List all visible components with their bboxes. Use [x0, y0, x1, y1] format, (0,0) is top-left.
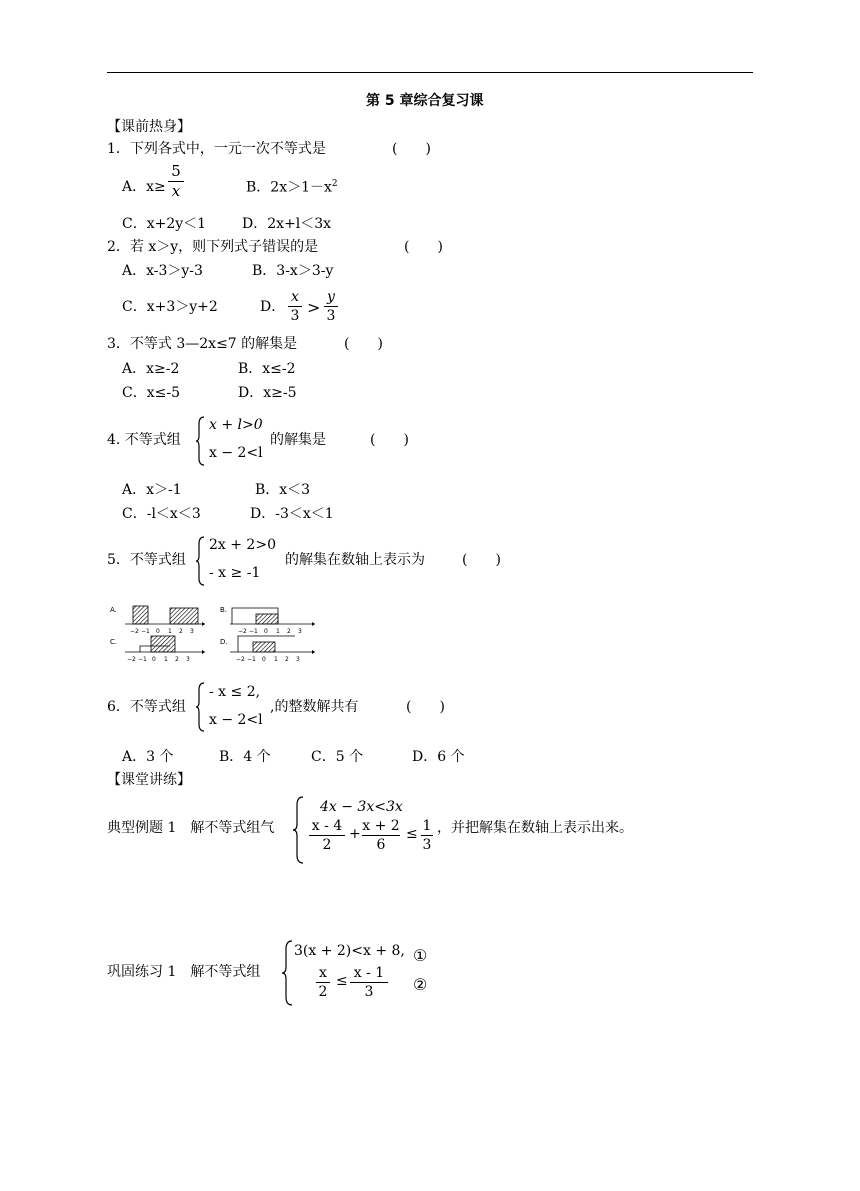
ex2-f1-numerator: x	[319, 965, 327, 981]
q5-b-tick-1: 1	[276, 628, 280, 635]
ex2-circle-1: ①	[413, 946, 428, 965]
q1-a-numerator: 5	[171, 162, 181, 180]
q5-c-tick-2: 2	[175, 656, 179, 663]
q2-d-right-numerator: y	[327, 289, 335, 305]
ex1-f1-numerator: x - 4	[311, 818, 343, 834]
ex1-fraction-3	[421, 819, 433, 852]
q3-option-a: A．x≥-2	[122, 361, 180, 377]
q4-answer-paren: ( )	[370, 432, 409, 448]
q1-answer-paren: ( )	[392, 141, 431, 157]
q5-a-tick-m2: −2	[130, 628, 139, 635]
q5-answer-paren: ( )	[462, 552, 501, 568]
q1-option-b	[246, 180, 338, 195]
q5-b-tick-m1: −1	[249, 628, 258, 635]
q5-c-tick-1: 1	[164, 656, 168, 663]
q4-system-line-2: x − 2<l	[209, 445, 263, 461]
q1-a-denominator: x	[171, 182, 181, 200]
q2-d-left-fraction	[288, 290, 302, 323]
q2-d-left-denominator: 3	[290, 308, 300, 324]
q4-option-c: C．-l＜x＜3	[122, 506, 201, 522]
q5-b-tick-3: 3	[298, 628, 302, 635]
q5-a-tick-m1: −1	[141, 628, 150, 635]
q2-option-c: C．x+3＞y+2	[122, 299, 218, 315]
q5-c-tick-3: 3	[186, 656, 190, 663]
ex2-fraction-1	[316, 966, 330, 999]
fraction-bar	[309, 835, 345, 836]
q5-a-tick-1: 1	[168, 628, 172, 635]
q4-system-line-1: x + l>0	[209, 417, 263, 433]
section-class-heading: 【课堂讲练】	[107, 772, 191, 788]
ex2-line-1: 3(x + 2)<x + 8,	[294, 943, 405, 959]
q2-option-a: A．x-3＞y-3	[122, 263, 203, 279]
ex2-circle-2: ②	[413, 975, 428, 994]
page-title: 第 5 章综合复习课	[366, 93, 484, 109]
q5-a-tick-2: 2	[179, 628, 183, 635]
q3-option-b: B．x≤-2	[238, 361, 296, 377]
q5-b-tick-m2: −2	[238, 628, 247, 635]
ex2-le: ≤	[336, 973, 348, 989]
q5-d-tick-0: 0	[262, 656, 266, 663]
ex1-plus: +	[349, 826, 361, 842]
q5-option-c-number-line	[110, 632, 208, 666]
q5-system-line-1: 2x + 2>0	[209, 537, 276, 553]
ex1-f2-denominator: 6	[376, 837, 386, 853]
q5-d-tick-2: 2	[285, 656, 289, 663]
q1-option-c: C．x+2y＜1	[122, 216, 207, 232]
header-rule	[107, 72, 753, 73]
ex1-le: ≤	[406, 826, 418, 842]
fraction-bar	[324, 306, 338, 307]
fraction-bar	[350, 982, 388, 983]
q5-d-tick-3: 3	[296, 656, 300, 663]
q5-a-tick-3: 3	[190, 628, 194, 635]
q2-d-right-fraction	[324, 290, 338, 323]
q3-option-d: D．x≥-5	[238, 385, 297, 401]
q4-stem-prefix: 4. 不等式组	[107, 432, 181, 448]
ex1-f2-numerator: x + 2	[362, 818, 400, 834]
q2-answer-paren: ( )	[404, 239, 443, 255]
q4-option-b: B．x＜3	[255, 482, 311, 498]
q6-stem-prefix: 6．不等式组	[107, 699, 186, 715]
q6-system-line-2: x − 2<l	[209, 712, 263, 728]
q5-b-tick-0: 0	[264, 628, 268, 635]
q2-stem: 2．若 x＞y，则下列式子错误的是	[107, 239, 319, 255]
q6-stem-suffix: ,的整数解共有	[270, 699, 359, 715]
q5-d-label: D.	[220, 638, 228, 646]
ex2-f2-denominator: 3	[364, 984, 374, 1000]
q1-option-b-text: B．2x＞1－x	[246, 179, 332, 196]
q6-answer-paren: ( )	[406, 699, 445, 715]
q1-option-d: D．2x+l＜3x	[242, 216, 332, 232]
q5-stem-prefix: 5．不等式组	[107, 552, 186, 568]
ex2-left-brace	[282, 940, 294, 1006]
q1-stem: 1．下列各式中，一元一次不等式是	[107, 141, 326, 157]
section-warmup-heading: 【课前热身】	[107, 119, 191, 135]
ex1-f3-denominator: 3	[422, 837, 432, 853]
ex1-f1-denominator: 2	[322, 837, 332, 853]
q2-d-operator: >	[307, 298, 321, 317]
q6-left-brace	[196, 682, 206, 732]
q3-option-c: C．x≤-5	[122, 385, 180, 401]
ex2-fraction-2	[350, 966, 388, 999]
q2-d-right-denominator: 3	[326, 308, 336, 324]
ex1-fraction-1	[309, 819, 345, 852]
fraction-bar	[362, 835, 400, 836]
q5-option-a-number-line	[110, 602, 208, 636]
ex1-f3-numerator: 1	[422, 818, 432, 834]
q5-c-label: C.	[110, 638, 118, 646]
q1-option-a-label: A．x≥	[122, 179, 166, 195]
q5-c-tick-m2: −2	[127, 656, 136, 663]
q6-option-d: D．6 个	[412, 749, 465, 765]
q5-c-tick-m1: −1	[138, 656, 147, 663]
q3-stem: 3．不等式 3—2x≤7 的解集是	[107, 336, 298, 352]
q5-c-tick-0: 0	[152, 656, 156, 663]
q4-stem-suffix: 的解集是	[270, 432, 326, 448]
q2-d-left-numerator: x	[291, 289, 299, 305]
fraction-bar	[421, 835, 433, 836]
ex2-label: 巩固练习 1 解不等式组	[107, 964, 261, 980]
ex1-line-1: 4x − 3x<3x	[320, 799, 403, 815]
q4-left-brace	[196, 416, 206, 466]
q6-option-c: C．5 个	[311, 749, 364, 765]
q3-answer-paren: ( )	[344, 336, 383, 352]
ex2-f2-numerator: x - 1	[353, 965, 385, 981]
q5-b-tick-2: 2	[287, 628, 291, 635]
ex2-f1-denominator: 2	[318, 984, 328, 1000]
ex1-left-brace	[293, 796, 305, 864]
ex1-tail: ，并把解集在数轴上表示出来。	[437, 820, 633, 836]
q2-option-d-label: D．	[260, 299, 286, 315]
q6-option-a: A．3 个	[122, 749, 174, 765]
fraction-bar	[288, 306, 302, 307]
fraction-bar	[316, 982, 330, 983]
q5-system-line-2: - x ≥ -1	[209, 565, 261, 581]
q5-option-b-number-line	[220, 602, 318, 636]
ex1-label: 典型例题 1 解不等式组气	[107, 820, 275, 836]
q5-option-d-number-line	[220, 632, 318, 666]
q5-a-tick-0: 0	[156, 628, 160, 635]
q1-option-b-exponent: 2	[331, 179, 338, 189]
q5-d-tick-m1: −1	[247, 656, 256, 663]
q5-stem-suffix: 的解集在数轴上表示为	[285, 552, 425, 568]
q6-option-b: B．4 个	[219, 749, 271, 765]
q5-d-tick-m2: −2	[236, 656, 245, 663]
q5-left-brace	[196, 536, 206, 586]
q2-option-b: B．3-x＞3-y	[252, 263, 334, 279]
q5-a-label: A.	[110, 606, 117, 614]
q1-option-a-fraction	[168, 164, 184, 199]
q5-b-label: B.	[220, 606, 228, 614]
q4-option-a: A．x＞-1	[122, 482, 182, 498]
q4-option-d: D．-3＜x＜1	[250, 506, 334, 522]
q5-d-tick-1: 1	[274, 656, 278, 663]
q6-system-line-1: - x ≤ 2,	[209, 684, 261, 700]
ex1-fraction-2	[362, 819, 400, 852]
